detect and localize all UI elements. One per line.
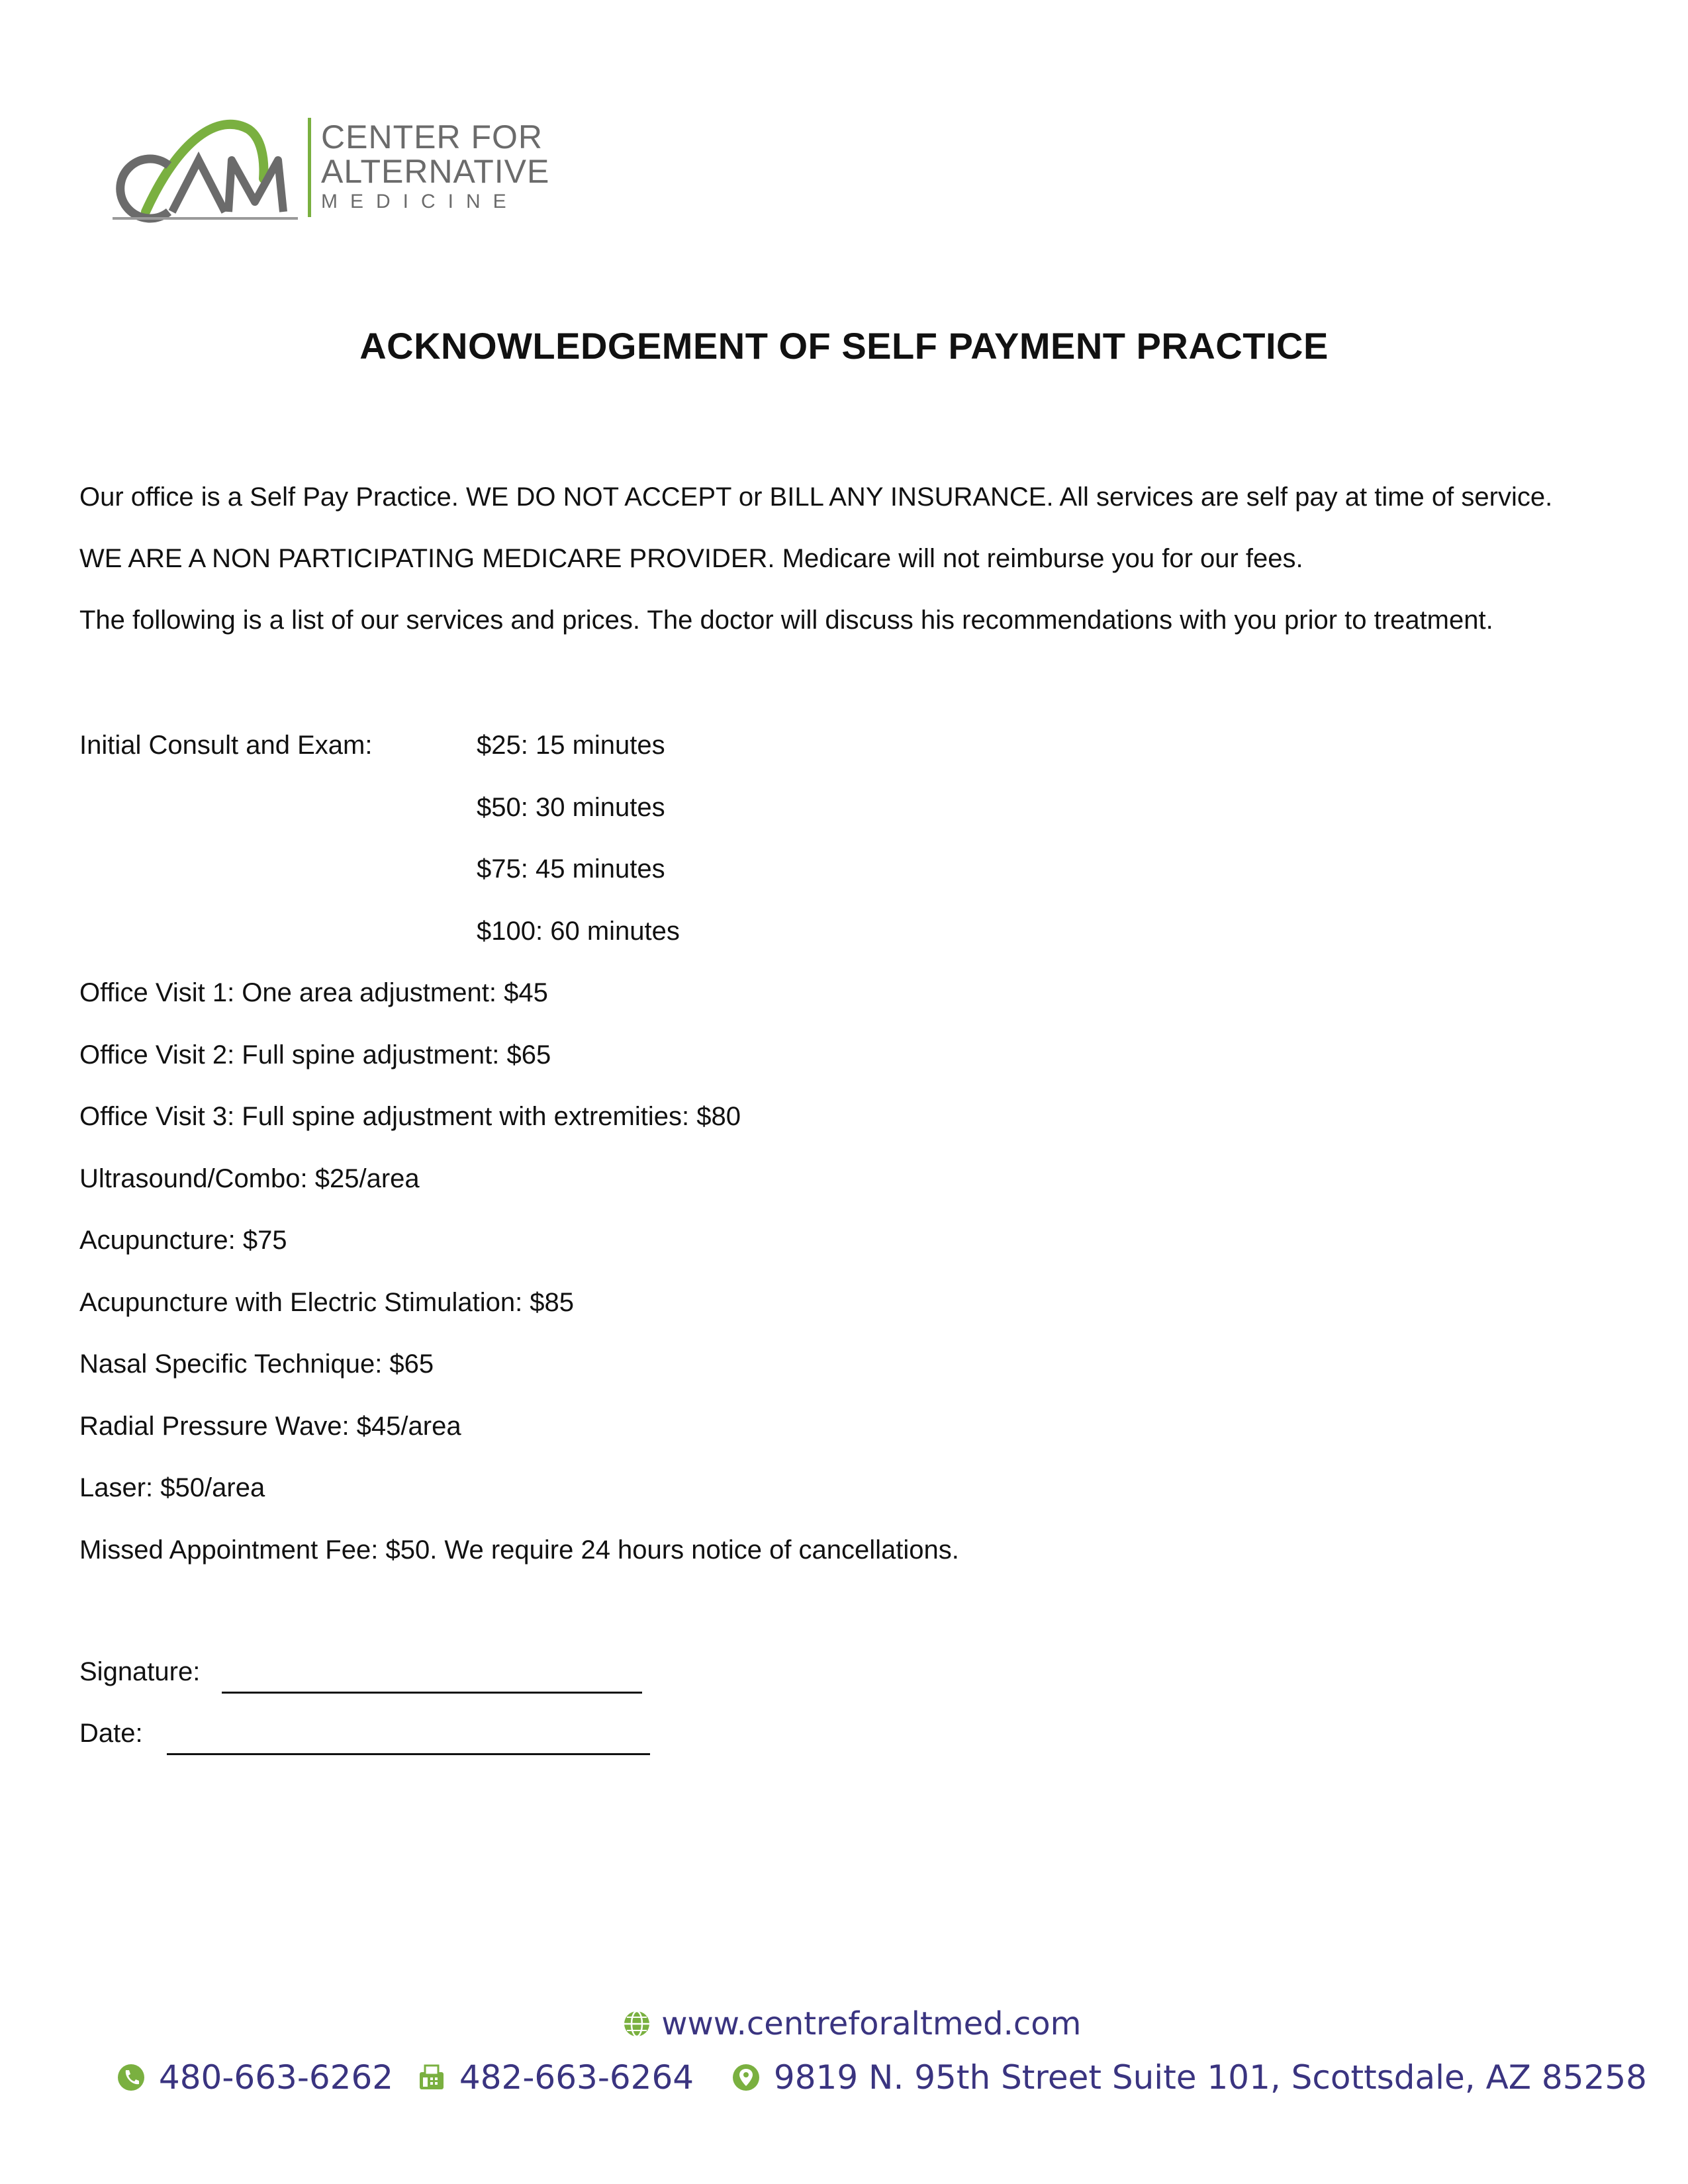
service-item: Missed Appointment Fee: $50. We require 24 hours notice of cancellations.: [79, 1535, 959, 1565]
service-item: Nasal Specific Technique: $65: [79, 1349, 434, 1379]
consult-row: [79, 914, 1622, 976]
page-title: ACKNOWLEDGEMENT OF SELF PAYMENT PRACTICE: [359, 325, 1329, 367]
signature-section: [79, 1655, 874, 1778]
footer-phone[interactable]: [117, 2058, 393, 2097]
consult-option: $25: 15 minutes: [477, 731, 665, 760]
intro-line: The following is a list of our services and prices. The doctor will discuss his recommendations with you prior to treatment.: [79, 606, 1493, 635]
service-item: Laser: $50/area: [79, 1473, 265, 1502]
logo-line-2: ALTERNATIVE: [321, 153, 550, 190]
consult-row: [79, 790, 1622, 852]
service-item: Office Visit 3: Full spine adjustment with extremities: $80: [79, 1102, 741, 1131]
intro-line: WE ARE A NON PARTICIPATING MEDICARE PROVIDER. Medicare will not reimburse you for our fees.: [79, 544, 1303, 573]
logo-line-1: CENTER FOR: [321, 118, 543, 156]
footer-fax[interactable]: [417, 2058, 694, 2097]
phone-text: 480-663-6262: [158, 2058, 394, 2097]
consult-row: [79, 728, 1622, 790]
consult-option: $75: 45 minutes: [477, 854, 665, 884]
service-item: Acupuncture with Electric Stimulation: $85: [79, 1287, 575, 1317]
service-item: Ultrasound/Combo: $25/area: [79, 1163, 420, 1193]
service-item: Radial Pressure Wave: $45/area: [79, 1411, 461, 1441]
globe-icon: [622, 2009, 651, 2038]
footer-address[interactable]: [731, 2058, 1647, 2097]
address-text: 9819 N. 95th Street Suite 101, Scottsdale, AZ 85258: [773, 2058, 1647, 2097]
logo-divider: [308, 118, 311, 217]
date-label: Date:: [79, 1719, 143, 1748]
date-row: [79, 1716, 874, 1778]
logo-line-3: MEDICINE: [321, 191, 519, 212]
consult-option: $100: 60 minutes: [477, 916, 680, 946]
signature-field[interactable]: [222, 1692, 642, 1694]
intro-section: [79, 480, 1622, 664]
location-pin-icon: [731, 2062, 761, 2091]
consult-label: Initial Consult and Exam:: [79, 731, 373, 760]
phone-icon: [117, 2062, 146, 2091]
service-item: Office Visit 1: One area adjustment: $45: [79, 978, 548, 1007]
intro-line: Our office is a Self Pay Practice. WE DO NOT ACCEPT or BILL ANY INSURANCE. All services are self pay at time of service.: [79, 482, 1553, 512]
services-list: [79, 728, 1622, 1594]
cam-logo-mark: [106, 113, 305, 225]
fax-icon: [417, 2062, 446, 2091]
consult-row: [79, 852, 1622, 914]
footer-website[interactable]: [622, 2005, 1081, 2042]
date-field[interactable]: [167, 1753, 650, 1755]
logo-wordmark: [321, 120, 549, 213]
signature-row: [79, 1655, 874, 1716]
consult-option: $50: 30 minutes: [477, 792, 665, 822]
service-item: Office Visit 2: Full spine adjustment: $65: [79, 1040, 551, 1069]
fax-text: 482-663-6264: [459, 2058, 694, 2097]
footer: [113, 2005, 1647, 2111]
logo: [106, 113, 550, 225]
website-text: www.centreforaltmed.com: [661, 2005, 1082, 2042]
service-item: Acupuncture: $75: [79, 1226, 287, 1255]
signature-label: Signature:: [79, 1657, 201, 1686]
